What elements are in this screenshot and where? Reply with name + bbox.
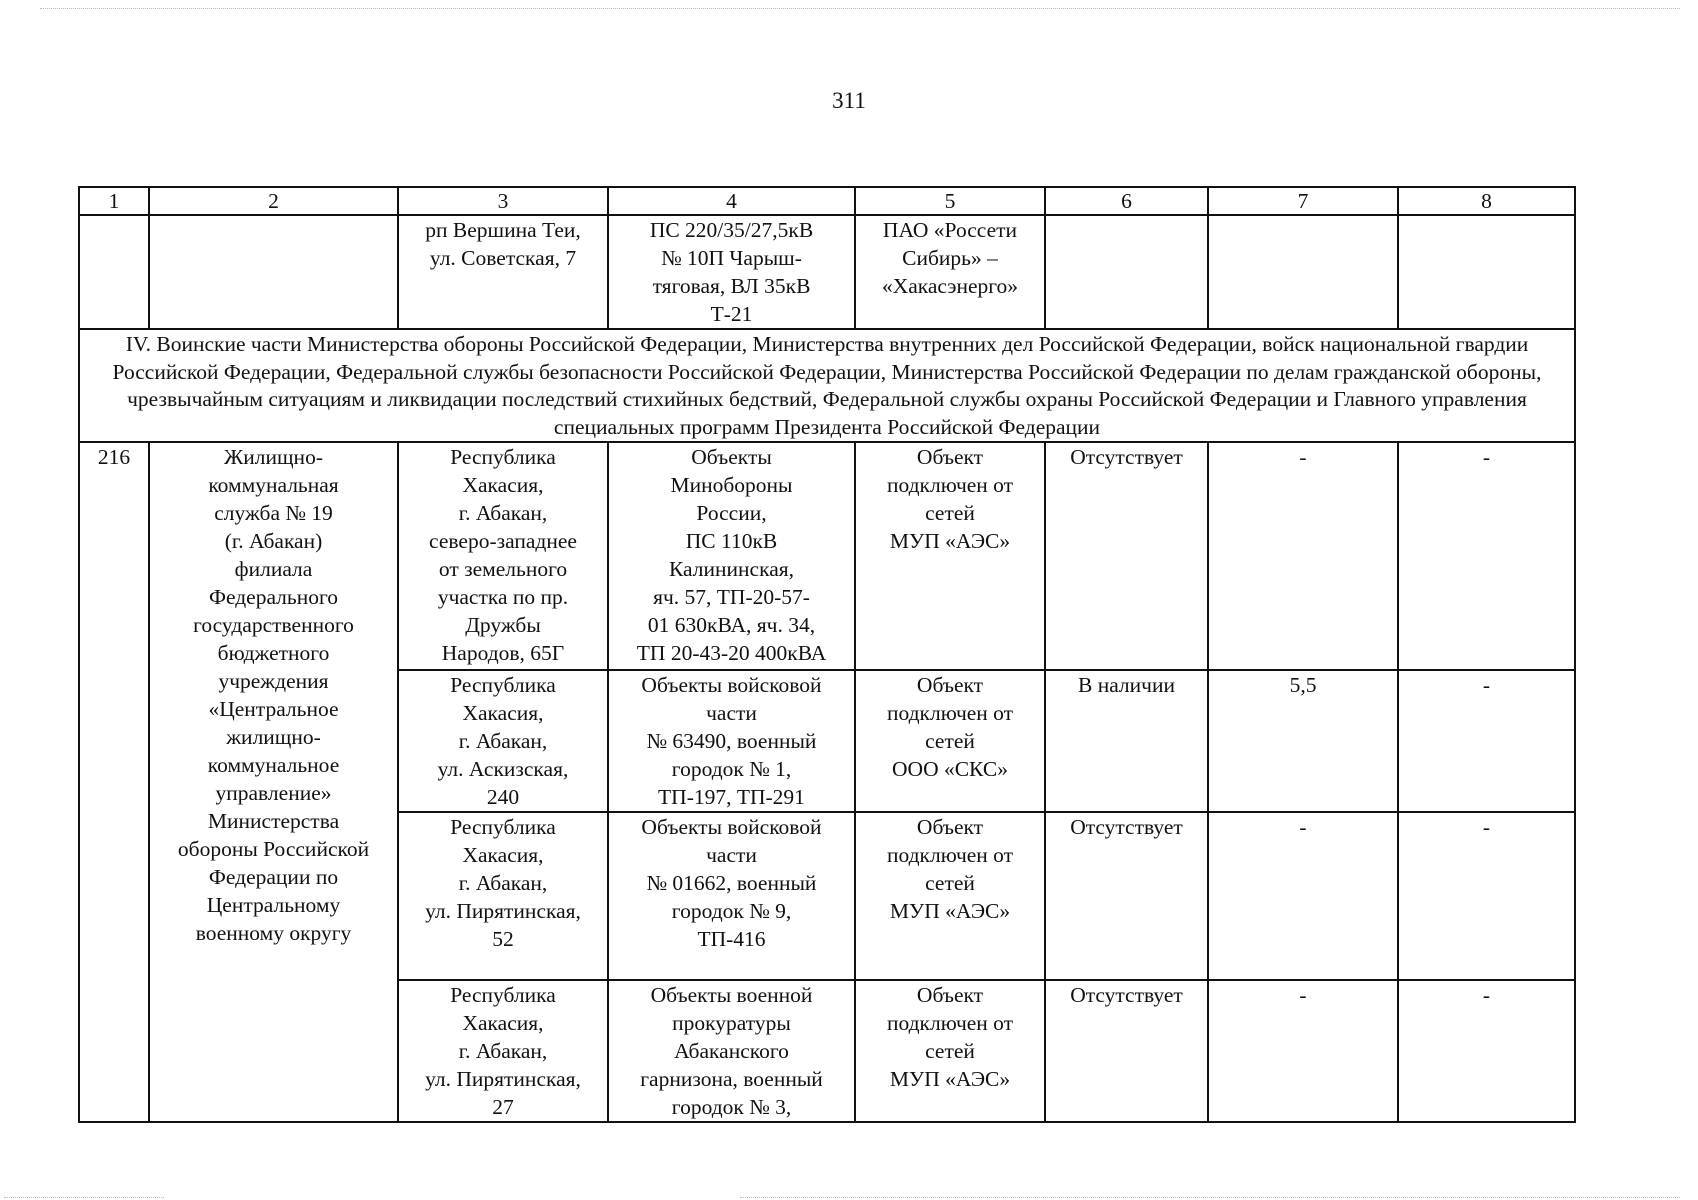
cell-line: Республика xyxy=(450,673,556,697)
cell-line: коммунальная xyxy=(208,473,339,497)
column-number-row xyxy=(79,187,1575,215)
cell-line: Объекты военной xyxy=(650,983,813,1007)
cell-line: ПС 220/35/27,5кВ xyxy=(649,218,814,242)
cell-line: Хакасия, xyxy=(462,701,544,725)
cell-line: служба № 19 xyxy=(214,501,333,525)
cell-empty xyxy=(1045,215,1208,329)
objects-cell xyxy=(608,215,855,329)
value-cell: - xyxy=(1398,442,1575,670)
connection-cell xyxy=(855,215,1045,329)
cell-line: Хакасия, xyxy=(462,473,544,497)
value-cell: - xyxy=(1208,980,1398,1122)
cell-line: г. Абакан, xyxy=(458,501,548,525)
cell-line: г. Абакан, xyxy=(458,729,548,753)
cell-line: северо-западнее xyxy=(429,529,577,553)
cell-line: Республика xyxy=(450,445,556,469)
objects-cell xyxy=(608,442,855,670)
objects-cell xyxy=(608,812,855,980)
column-number: 3 xyxy=(398,187,608,215)
cell-line: учреждения xyxy=(218,669,329,693)
data-table xyxy=(78,186,1576,1123)
column-number: 8 xyxy=(1398,187,1575,215)
cell-line: сетей xyxy=(925,729,975,753)
cell-line: ул. Аскизская, xyxy=(437,757,569,781)
availability-cell: Отсутствует xyxy=(1045,980,1208,1122)
cell-line: яч. 57, ТП-20-57- xyxy=(653,585,810,609)
cell-line: 01 630кВА, яч. 34, xyxy=(647,613,816,637)
cell-line: сетей xyxy=(925,501,975,525)
cell-line: (г. Абакан) xyxy=(224,529,323,553)
cell-line: «Хакасэнерго» xyxy=(881,274,1019,298)
cell-line: подключен от xyxy=(886,701,1014,725)
entry-number: 216 xyxy=(79,442,149,1122)
cell-line: государственного xyxy=(193,613,354,637)
cell-line: коммунальное xyxy=(207,753,340,777)
cell-line: г. Абакан, xyxy=(458,1039,548,1063)
column-number: 2 xyxy=(149,187,398,215)
cell-line: 52 xyxy=(492,927,514,951)
cell-line: Объекты войсковой xyxy=(641,815,822,839)
address-cell xyxy=(398,670,608,812)
cell-line: Центральному xyxy=(206,893,341,917)
address-cell xyxy=(398,812,608,980)
cell-line: Федерального xyxy=(208,585,339,609)
cell-line: городок № 3, xyxy=(671,1095,792,1119)
connection-cell xyxy=(855,442,1045,670)
connection-cell xyxy=(855,980,1045,1122)
cell-line: МУП «АЭС» xyxy=(889,529,1011,553)
cell-line: сетей xyxy=(925,1039,975,1063)
column-number: 7 xyxy=(1208,187,1398,215)
cell-line: городок № 1, xyxy=(671,757,792,781)
cell-line: МУП «АЭС» xyxy=(889,899,1011,923)
page-number: 311 xyxy=(832,88,866,113)
cell-line: управление» xyxy=(215,781,332,805)
cell-line: ТП 20-43-20 400кВА xyxy=(636,641,827,665)
value-cell: - xyxy=(1398,812,1575,980)
cell-line: Народов, 65Г xyxy=(441,641,565,665)
address-cell xyxy=(398,215,608,329)
cell-line: прокуратуры xyxy=(672,1011,791,1035)
address-cell xyxy=(398,442,608,670)
cell-line: военному округу xyxy=(195,921,352,945)
cell-line: от земельного xyxy=(438,557,568,581)
cell-line: Жилищно- xyxy=(224,445,323,469)
availability-cell: Отсутствует xyxy=(1045,442,1208,670)
cell-line: части xyxy=(706,843,757,867)
cell-line: Министерства xyxy=(207,809,340,833)
connection-cell xyxy=(855,812,1045,980)
scan-edge-top xyxy=(40,8,1680,9)
cell-line: обороны Российской xyxy=(177,837,370,861)
cell-line: Федерации по xyxy=(208,865,339,889)
cell-line: бюджетного xyxy=(217,641,330,665)
cell-line: Хакасия, xyxy=(462,1011,544,1035)
cell-line: городок № 9, xyxy=(671,899,792,923)
cell-line: ТП-416 xyxy=(697,927,766,951)
organization-cell xyxy=(149,442,398,1122)
table-row xyxy=(79,442,1575,670)
cell-line: Дружбы xyxy=(465,613,541,637)
cell-line: Хакасия, xyxy=(462,843,544,867)
cell-line: тяговая, ВЛ 35кВ xyxy=(652,274,811,298)
cell-line: Абаканского xyxy=(674,1039,789,1063)
column-number: 1 xyxy=(79,187,149,215)
cell-line: Объект xyxy=(916,445,984,469)
cell-line: участка по пр. xyxy=(437,585,569,609)
availability-cell: Отсутствует xyxy=(1045,812,1208,980)
cell-line: 27 xyxy=(492,1095,514,1119)
cell-empty xyxy=(149,215,398,329)
cell-line: Т-21 xyxy=(710,302,753,326)
scan-edge-bottom-left xyxy=(4,1197,164,1198)
cell-line: сетей xyxy=(925,871,975,895)
value-cell: - xyxy=(1398,980,1575,1122)
cell-line: ул. Пирятинская, xyxy=(425,899,581,923)
cell-line: Объект xyxy=(916,815,984,839)
continuation-row xyxy=(79,215,1575,329)
cell-line: «Центральное xyxy=(208,697,339,721)
column-number: 5 xyxy=(855,187,1045,215)
cell-line: подключен от xyxy=(886,843,1014,867)
cell-line: Объекты войсковой xyxy=(641,673,822,697)
objects-cell xyxy=(608,670,855,812)
availability-cell: В наличии xyxy=(1045,670,1208,812)
cell-line: России, xyxy=(696,501,767,525)
cell-line: Объект xyxy=(916,673,984,697)
cell-line: 240 xyxy=(486,785,520,809)
column-number: 6 xyxy=(1045,187,1208,215)
cell-line: филиала xyxy=(234,557,313,581)
cell-line: ул. Советская, 7 xyxy=(429,246,577,270)
section-heading-row xyxy=(79,329,1575,442)
cell-line: ТП-197, ТП-291 xyxy=(658,785,805,809)
cell-line: № 01662, военный xyxy=(646,871,817,895)
cell-line: Минобороны xyxy=(670,473,793,497)
cell-line: ПАО «Россети xyxy=(882,218,1018,242)
cell-line: г. Абакан, xyxy=(458,871,548,895)
cell-line: Объекты xyxy=(691,445,772,469)
cell-line: МУП «АЭС» xyxy=(889,1067,1011,1091)
cell-line: Калининская, xyxy=(668,557,794,581)
cell-line: Сибирь» – xyxy=(902,246,998,270)
cell-line: жилищно- xyxy=(226,725,321,749)
value-cell: - xyxy=(1208,442,1398,670)
value-cell: - xyxy=(1398,670,1575,812)
cell-line: гарнизона, военный xyxy=(640,1067,823,1091)
connection-cell xyxy=(855,670,1045,812)
cell-line: Республика xyxy=(450,983,556,1007)
column-number: 4 xyxy=(608,187,855,215)
cell-line: Объект xyxy=(916,983,984,1007)
cell-line: № 63490, военный xyxy=(646,729,817,753)
value-cell: 5,5 xyxy=(1208,670,1398,812)
cell-empty xyxy=(1398,215,1575,329)
cell-empty xyxy=(1208,215,1398,329)
cell-empty xyxy=(79,215,149,329)
section-heading: IV. Воинские части Министерства обороны Российской Федерации, Министерства внутренних дел Российской Федерации, войск национальной гвардии Российской Федерации, Федеральной службы безопасности Российской Федерации, Министерства Российской Федерации по делам гражданской обороны, чрезвычайным ситуациям и ликвидации последствий стихийных бедствий, Федеральной службы охраны Российской Федерации и Главного управления специальных программ Президента Российской Федерации xyxy=(79,329,1575,442)
cell-line: ООО «СКС» xyxy=(892,757,1008,781)
cell-line: № 10П Чарыш- xyxy=(661,246,802,270)
cell-line: части xyxy=(706,701,757,725)
cell-line: подключен от xyxy=(886,1011,1014,1035)
value-cell: - xyxy=(1208,812,1398,980)
cell-line: подключен от xyxy=(886,473,1014,497)
objects-cell xyxy=(608,980,855,1122)
cell-line: рп Вершина Теи, xyxy=(425,218,581,242)
address-cell xyxy=(398,980,608,1122)
cell-line: ул. Пирятинская, xyxy=(425,1067,581,1091)
cell-line: Республика xyxy=(450,815,556,839)
scan-edge-bottom-right xyxy=(740,1197,1680,1198)
cell-line: ПС 110кВ xyxy=(685,529,778,553)
